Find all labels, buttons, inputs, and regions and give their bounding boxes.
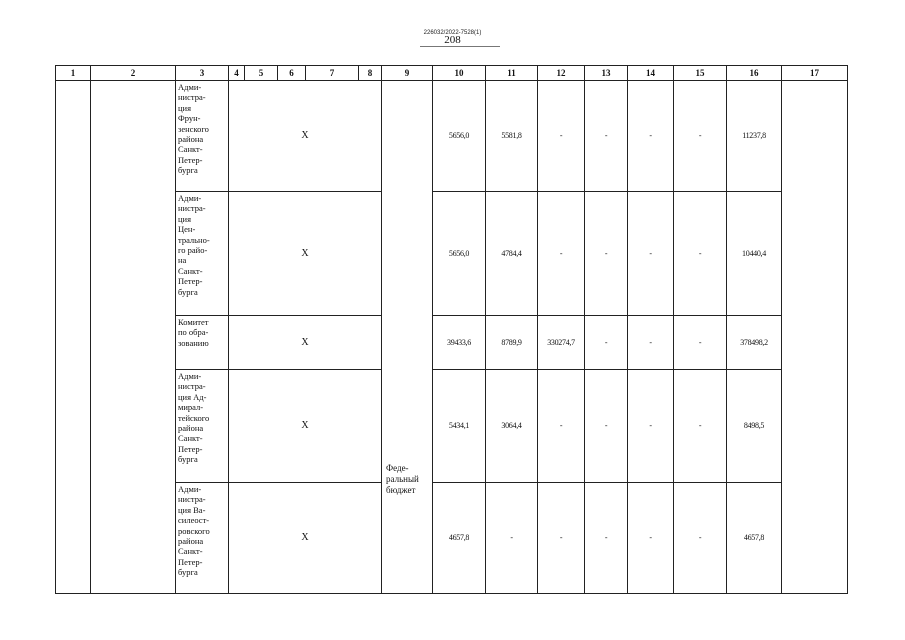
column-header: 3 bbox=[176, 66, 229, 81]
column-header: 14 bbox=[628, 66, 674, 81]
value-col15: - bbox=[674, 483, 727, 594]
value-col11: 4784,4 bbox=[486, 192, 538, 316]
mark-cell: X bbox=[229, 483, 382, 594]
value-col12: - bbox=[538, 370, 585, 483]
document-id: 226032/2022-7528(1) bbox=[423, 30, 482, 36]
column-header: 17 bbox=[782, 66, 848, 81]
value-col14: - bbox=[628, 483, 674, 594]
mark-cell: X bbox=[229, 370, 382, 483]
value-col15: - bbox=[674, 192, 727, 316]
value-col11: 5581,8 bbox=[486, 81, 538, 192]
value-col10: 5656,0 bbox=[433, 81, 486, 192]
org-name: Адми- нистра- ция Ва- силеост- ровского района Санкт- Петер- бурга bbox=[178, 484, 210, 578]
org-name: Адми- нистра- ция Цен- трально- го райо- на Санкт- Петер- бурга bbox=[178, 193, 210, 297]
value-col16: 8498,5 bbox=[727, 370, 782, 483]
mark-cell: X bbox=[229, 192, 382, 316]
value-col15: - bbox=[674, 81, 727, 192]
mark-cell: X bbox=[229, 316, 382, 370]
column-header: 12 bbox=[538, 66, 585, 81]
column-header: 8 bbox=[359, 66, 382, 81]
header-row bbox=[56, 66, 848, 81]
column-header: 7 bbox=[306, 66, 359, 81]
header-rule bbox=[420, 46, 500, 47]
value-col10: 39433,6 bbox=[433, 316, 486, 370]
value-col13: - bbox=[585, 192, 628, 316]
budget-source: Феде- ральный бюджет bbox=[386, 462, 419, 495]
value-col15: - bbox=[674, 316, 727, 370]
value-col13: - bbox=[585, 483, 628, 594]
budget-cell bbox=[382, 192, 433, 594]
value-col11: 3064,4 bbox=[486, 370, 538, 483]
value-col12: - bbox=[538, 483, 585, 594]
org-name: Адми- нистра- ция Фрун- зенского района Санкт- Петер- бурга bbox=[178, 82, 209, 176]
page-number: 208 bbox=[444, 34, 461, 46]
value-col14: - bbox=[628, 192, 674, 316]
column-header: 10 bbox=[433, 66, 486, 81]
value-col12: 330274,7 bbox=[538, 316, 585, 370]
cell-col2 bbox=[91, 81, 176, 594]
value-col12: - bbox=[538, 192, 585, 316]
value-col16: 11237,8 bbox=[727, 81, 782, 192]
org-cell bbox=[176, 483, 229, 594]
cell-col17 bbox=[782, 81, 848, 594]
table-row bbox=[56, 81, 848, 192]
value-col16: 10440,4 bbox=[727, 192, 782, 316]
value-col14: - bbox=[628, 81, 674, 192]
value-col13: - bbox=[585, 81, 628, 192]
value-col10: 5434,1 bbox=[433, 370, 486, 483]
column-header: 15 bbox=[674, 66, 727, 81]
org-name: Адми- нистра- ция Ад- мирал- тейского района Санкт- Петер- бурга bbox=[178, 371, 210, 465]
column-header: 5 bbox=[245, 66, 278, 81]
org-cell bbox=[176, 370, 229, 483]
value-col14: - bbox=[628, 316, 674, 370]
column-header: 11 bbox=[486, 66, 538, 81]
value-col10: 5656,0 bbox=[433, 192, 486, 316]
mark-cell: X bbox=[229, 81, 382, 192]
value-col11: 8789,9 bbox=[486, 316, 538, 370]
org-cell bbox=[176, 316, 229, 370]
column-header: 2 bbox=[91, 66, 176, 81]
org-name: Комитет по обра- зованию bbox=[178, 317, 209, 348]
org-cell bbox=[176, 192, 229, 316]
column-header: 6 bbox=[278, 66, 306, 81]
value-col15: - bbox=[674, 370, 727, 483]
column-header: 13 bbox=[585, 66, 628, 81]
cell-col1 bbox=[56, 81, 91, 594]
value-col14: - bbox=[628, 370, 674, 483]
column-header: 1 bbox=[56, 66, 91, 81]
value-col16: 378498,2 bbox=[727, 316, 782, 370]
value-col10: 4657,8 bbox=[433, 483, 486, 594]
value-col11: - bbox=[486, 483, 538, 594]
column-header: 16 bbox=[727, 66, 782, 81]
value-col16: 4657,8 bbox=[727, 483, 782, 594]
column-header: 4 bbox=[229, 66, 245, 81]
org-cell bbox=[176, 81, 229, 192]
budget-cell bbox=[382, 81, 433, 192]
value-col13: - bbox=[585, 370, 628, 483]
value-col12: - bbox=[538, 81, 585, 192]
column-header: 9 bbox=[382, 66, 433, 81]
value-col13: - bbox=[585, 316, 628, 370]
budget-table bbox=[55, 65, 848, 594]
